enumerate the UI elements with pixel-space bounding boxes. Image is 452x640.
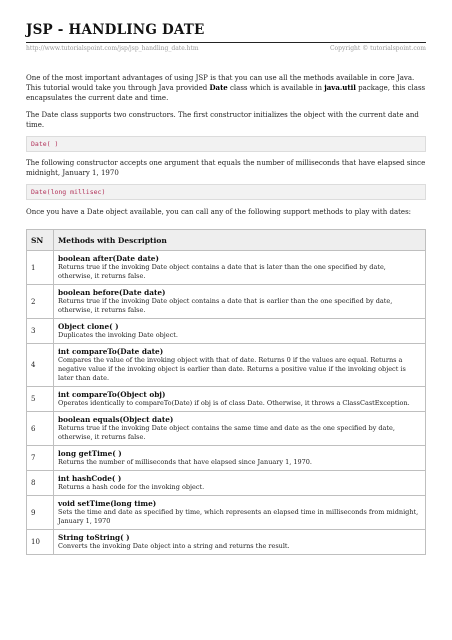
intro-text-3: package, this class encapsulates the current date and time.: [26, 84, 426, 102]
table-row: [27, 387, 426, 412]
code-block-date: Date( ): [26, 136, 426, 152]
methods-table: [26, 229, 426, 555]
row-number: 1: [27, 251, 54, 285]
method-cell: [54, 412, 426, 446]
page-meta: [26, 45, 426, 53]
row-number: 3: [27, 319, 54, 344]
column-header-methods: Methods with Description: [54, 230, 426, 251]
method-signature: int hashCode( ): [58, 474, 122, 483]
method-signature: void setTime(long time): [58, 499, 157, 508]
table-row: [27, 344, 426, 387]
method-cell: [54, 319, 426, 344]
method-cell: [54, 496, 426, 530]
method-description: Duplicates the invoking Date object.: [58, 331, 178, 339]
intro-paragraph: [26, 73, 426, 103]
row-number: 5: [27, 387, 54, 412]
table-row: [27, 446, 426, 471]
method-description: Operates identically to compareTo(Date) if obj is of class Date. Otherwise, it throws a ClassCastException.: [58, 399, 410, 407]
table-row: [27, 251, 426, 285]
source-url[interactable]: http://www.tutorialspoint.com/jsp/jsp_handling_date.htm: [26, 45, 199, 52]
table-row: [27, 412, 426, 446]
row-number: 2: [27, 285, 54, 319]
method-signature: int compareTo(Object obj): [58, 390, 166, 399]
method-description: Returns the number of milliseconds that have elapsed since January 1, 1970.: [58, 458, 312, 466]
intro-text-2: class which is available in: [227, 84, 325, 92]
method-description: Compares the value of the invoking object with that of date. Returns 0 if the values are equal. Returns a negative value if the invoking object is earlier than date. Returns a positive value if the invoking object is later than date.: [58, 356, 406, 382]
row-number: 10: [27, 530, 54, 555]
method-cell: [54, 446, 426, 471]
method-cell: [54, 251, 426, 285]
method-description: Returns true if the invoking Date object contains a date that is later than the one specified by date, otherwise, it returns false.: [58, 263, 386, 280]
table-row: [27, 319, 426, 344]
method-cell: [54, 530, 426, 555]
code-block-date-millisec: Date(long millisec): [26, 184, 426, 200]
method-signature: String toString( ): [58, 533, 130, 542]
method-cell: [54, 387, 426, 412]
methods-table-body: [27, 251, 426, 555]
date-class-name: Date: [209, 83, 228, 92]
method-description: Returns true if the invoking Date object contains a date that is earlier than the one specified by date, otherwise, it returns false.: [58, 297, 393, 314]
row-number: 4: [27, 344, 54, 387]
constructors-paragraph: The Date class supports two constructors. The first constructor initializes the object with the current date and time.: [26, 111, 419, 129]
method-signature: boolean after(Date date): [58, 254, 159, 263]
method-signature: int compareTo(Date date): [58, 347, 164, 356]
row-number: 8: [27, 471, 54, 496]
document-page: [26, 22, 426, 555]
table-row: [27, 496, 426, 530]
method-cell: [54, 344, 426, 387]
method-description: Returns true if the invoking Date object contains the same time and date as the one specified by date, otherwise, it returns false.: [58, 424, 395, 441]
package-name: java.util: [324, 83, 356, 92]
method-signature: boolean equals(Object date): [58, 415, 174, 424]
copyright-notice: Copyright © tutorialspoint.com: [329, 45, 426, 52]
row-number: 9: [27, 496, 54, 530]
table-row: [27, 285, 426, 319]
method-signature: Object clone( ): [58, 322, 119, 331]
table-header-row: [27, 230, 426, 251]
method-signature: long getTime( ): [58, 449, 122, 458]
method-description: Converts the invoking Date object into a string and returns the result.: [58, 542, 290, 550]
page-title: JSP - HANDLING DATE: [26, 22, 205, 38]
method-cell: [54, 471, 426, 496]
row-number: 6: [27, 412, 54, 446]
table-row: [27, 530, 426, 555]
method-description: Sets the time and date as specified by time, which represents an elapsed time in milliseconds from midnight, January 1, 1970: [58, 508, 419, 525]
intro-text-1: One of the most important advantages of using JSP is that you can use all the methods available in core Java. This tutorial would take you through Java provided: [26, 74, 415, 92]
methods-intro-paragraph: Once you have a Date object available, you can call any of the following support methods to play with dates:: [26, 208, 412, 216]
row-number: 7: [27, 446, 54, 471]
column-header-sn: SN: [27, 230, 54, 251]
method-cell: [54, 285, 426, 319]
title-rule: [26, 42, 426, 43]
table-row: [27, 471, 426, 496]
method-description: Returns a hash code for the invoking object.: [58, 483, 205, 491]
millisec-paragraph: The following constructor accepts one argument that equals the number of milliseconds that have elapsed since midnight, January 1, 1970: [26, 159, 426, 177]
method-signature: boolean before(Date date): [58, 288, 166, 297]
